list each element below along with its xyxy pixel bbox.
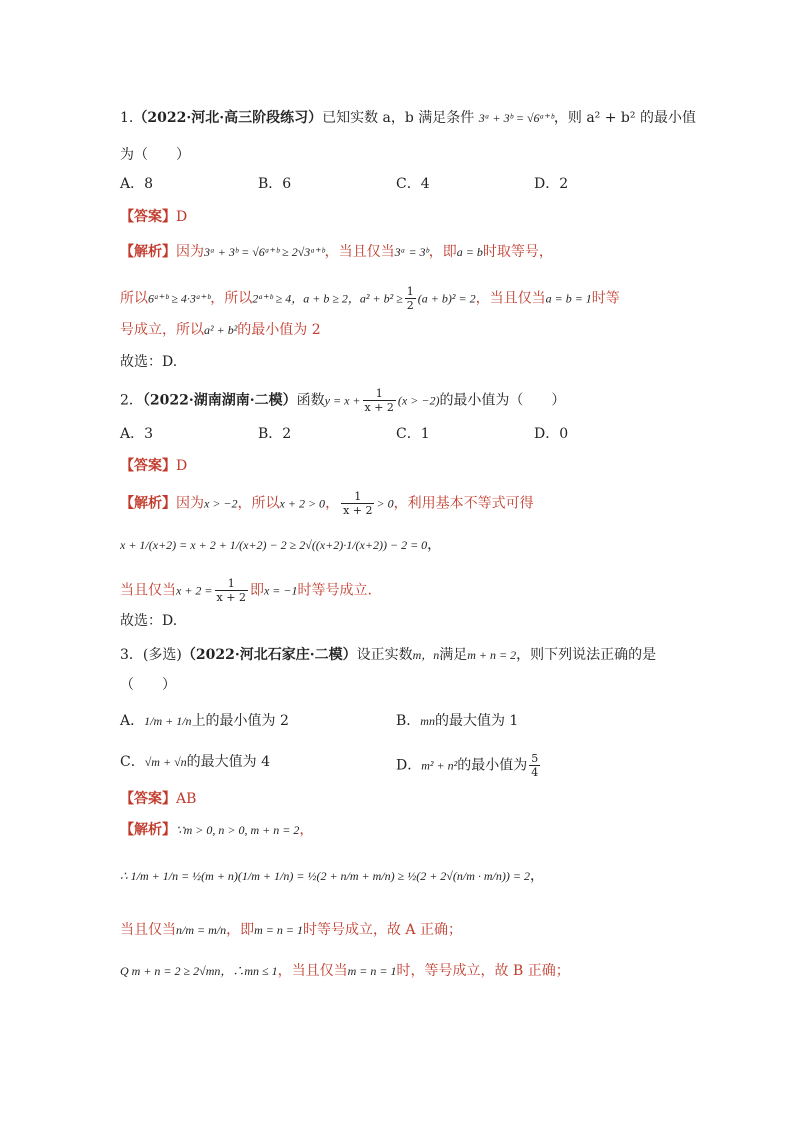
q3-analysis-text: ， — [299, 822, 314, 838]
q1-analysis-math: 2ᵃ⁺ᵇ ≥ 4 — [252, 291, 292, 306]
q3-analysis-text: ， — [529, 868, 544, 884]
q2-option-a: A．3 — [120, 426, 154, 442]
q1-option-c: C．4 — [396, 176, 430, 192]
option-math: √m + √n — [144, 755, 187, 769]
q3-analysis-math: ，∴mn ≤ 1 — [220, 964, 278, 978]
q1-condition: 3ᵃ + 3ᵇ = √6ᵃ⁺ᵇ — [478, 111, 554, 125]
option-text: 的最大值为 1 — [434, 713, 519, 729]
q1-analysis-math: 3ᵃ + 3ᵇ = √6ᵃ⁺ᵇ ≥ 2√3ᵃ⁺ᵇ — [204, 245, 325, 259]
q1-analysis-math: 6ᵃ⁺ᵇ ≥ 4·3ᵃ⁺ᵇ — [148, 291, 211, 306]
q1-analysis-math: ，a + b ≥ 2，a² + b² ≥ — [291, 291, 403, 306]
q2-source: （2022·湖南湖南·二模） — [142, 392, 297, 409]
q3-number: 3． — [120, 647, 143, 663]
q3-analysis-math: m = n = 1 — [347, 964, 397, 978]
q1-analysis-label: 【解析】 — [120, 244, 176, 260]
q2-analysis-text: 时等号成立. — [297, 582, 372, 599]
q3-analysis-text: ，即 — [226, 922, 255, 938]
fraction-denominator: 2 — [406, 299, 414, 312]
q3-analysis-text: 时，等号成立，故 B 正确； — [396, 963, 570, 979]
q1-source: （2022·河北·高三阶段练习） — [133, 110, 323, 126]
q2-analysis-math: x = −1 — [263, 583, 298, 598]
fraction-numerator: 1 — [363, 387, 396, 401]
q2-analysis-line2 — [120, 535, 441, 555]
q2-answer-label: 【答案】 — [120, 458, 176, 474]
q1-analysis-text: 号成立，所以 — [120, 322, 204, 338]
q3-fraction — [529, 752, 540, 779]
q2-answer-value: D — [176, 458, 188, 474]
q3-stem-text: ，则下列说法正确的是 — [516, 647, 657, 663]
q3-analysis-line3 — [120, 920, 462, 940]
fraction-denominator: x + 2 — [364, 401, 394, 414]
q3-option-b — [396, 711, 518, 731]
q2-analysis-text: 当且仅当 — [120, 582, 176, 599]
q1-analysis-text: ，所以 — [210, 290, 253, 307]
q1-analysis-text: 时等 — [591, 290, 620, 307]
q1-stem-line1 — [120, 108, 696, 128]
fraction-denominator: 4 — [531, 766, 539, 779]
q1-analysis-text: 的最小值为 2 — [237, 322, 321, 338]
q2-analysis-math: x + 1/(x+2) = x + 2 + 1/(x+2) − 2 ≥ 2√((x+2)·1/(x+2)) − 2 = 0 — [120, 538, 428, 552]
fraction-numerator: 1 — [215, 577, 248, 591]
q1-option-a: A．8 — [120, 176, 154, 192]
q3-stem-text: 满足 — [439, 647, 468, 663]
q2-analysis-math: x + 2 = — [176, 583, 213, 598]
q2-stem-math: y = x + — [324, 393, 361, 408]
q2-fraction — [215, 577, 248, 604]
option-label: A． — [120, 713, 145, 729]
q3-source: （2022·河北石家庄·二模） — [181, 647, 357, 663]
q2-answer — [120, 456, 187, 476]
q3-analysis-line4 — [120, 961, 570, 981]
q1-stem-line2: 为（ ） — [120, 147, 190, 163]
q2-stem-math: (x > −2) — [397, 393, 440, 408]
option-label: C． — [120, 754, 145, 770]
q2-analysis-math: x > −2 — [204, 496, 238, 511]
q3-analysis-math: n/m = m/n — [176, 923, 227, 937]
q1-option-b: B．6 — [258, 176, 292, 192]
q3-analysis-text: ，当且仅当 — [277, 963, 348, 979]
q3-answer-label: 【答案】 — [120, 791, 176, 807]
q3-stem-math: m + n = 2 — [467, 648, 517, 662]
q3-analysis-text: 时等号成立，故 A 正确； — [302, 922, 462, 938]
q1-analysis-math: a = b — [456, 245, 483, 259]
q1-option-d: D．2 — [534, 176, 569, 192]
q3-answer — [120, 789, 196, 809]
q2-analysis-text: 因为 — [176, 495, 204, 512]
q1-stem-tail: ，则 a² + b² 的最小值 — [553, 110, 696, 126]
q2-analysis-math: x + 2 > 0 — [279, 496, 326, 511]
q3-option-d — [396, 752, 542, 779]
option-text: 的最小值为 — [457, 757, 528, 774]
q2-stem-text: 的最小值为（ ） — [439, 392, 566, 409]
q1-number: 1. — [120, 110, 134, 126]
option-math: mn — [420, 714, 435, 728]
q1-analysis-text: ，当且仅当 — [324, 244, 395, 260]
q3-analysis-math: m = n = 1 — [254, 923, 303, 937]
q1-analysis-math: 3ᵃ = 3ᵇ — [394, 245, 429, 259]
q2-stem — [120, 387, 565, 414]
q1-fraction — [405, 285, 416, 312]
q2-option-d: D．0 — [534, 426, 569, 442]
q2-analysis-text: 即 — [249, 582, 264, 599]
q2-analysis-line1 — [120, 490, 534, 517]
q1-analysis-text: ，即 — [428, 244, 457, 260]
option-text: 的最大值为 4 — [186, 754, 271, 770]
q1-analysis-math: a = b = 1 — [545, 291, 592, 306]
q3-stem-text: 设正实数 — [356, 647, 413, 663]
q2-analysis-text: ， — [427, 537, 442, 553]
q1-answer-label: 【答案】 — [120, 209, 176, 225]
option-label: B． — [396, 713, 421, 729]
q3-tag: (多选) — [142, 647, 182, 663]
q1-analysis-math: (a + b)² = 2 — [417, 291, 476, 306]
q3-analysis-text: 当且仅当 — [120, 922, 176, 938]
q3-analysis-line2 — [120, 866, 544, 886]
fraction-numerator: 5 — [531, 752, 539, 765]
q2-conclusion: 故选：D. — [120, 613, 178, 629]
fraction-denominator: x + 2 — [343, 504, 373, 517]
q3-analysis-math: Q m + n = 2 ≥ 2√mn — [120, 964, 221, 978]
q1-stem: 已知实数 a，b 满足条件 — [322, 110, 475, 126]
q2-analysis-text: ， — [325, 495, 340, 512]
q1-answer-value: D — [176, 209, 188, 225]
q1-analysis-text: ，当且仅当 — [475, 290, 546, 307]
q2-stem-text: 函数 — [296, 392, 325, 409]
q3-answer-value: AB — [176, 791, 197, 807]
option-label: D． — [396, 757, 422, 774]
q2-option-c: C．1 — [396, 426, 430, 442]
q3-stem-line2: （ ） — [120, 677, 176, 693]
q2-analysis-label: 【解析】 — [120, 495, 176, 512]
q2-fraction — [341, 490, 374, 517]
q3-analysis-math: ∴ 1/m + 1/n = ½(m + n)(1/m + 1/n) = ½(2 + n/m + m/n) ≥ ½(2 + 2√(n/m · m/n)) = 2 — [120, 869, 530, 883]
fraction-numerator: 1 — [341, 490, 374, 504]
option-math: m² + n² — [421, 758, 458, 773]
q3-option-a — [120, 711, 289, 731]
q1-answer — [120, 207, 187, 227]
q3-stem-math: m，n — [412, 648, 440, 662]
q2-option-b: B．2 — [258, 426, 292, 442]
q1-analysis-text: 因为 — [176, 244, 204, 260]
q2-analysis-text: ，所以 — [237, 495, 280, 512]
q2-analysis-text: ，利用基本不等式可得 — [393, 495, 534, 512]
q3-analysis-label: 【解析】 — [120, 822, 176, 838]
q3-analysis-math: ∵m > 0, n > 0, m + n = 2 — [176, 823, 300, 837]
q2-analysis-math: > 0 — [376, 496, 394, 511]
q2-number: 2． — [120, 392, 143, 409]
option-text: 上的最小值为 2 — [191, 713, 289, 729]
q1-analysis-line1 — [120, 242, 553, 262]
q1-analysis-math: a² + b² — [204, 323, 238, 337]
fraction-denominator: x + 2 — [216, 591, 246, 604]
option-math: 1/m + 1/n — [144, 714, 192, 728]
fraction-numerator: 1 — [406, 285, 414, 298]
q1-analysis-line2 — [120, 285, 620, 312]
q1-conclusion: 故选：D. — [120, 354, 178, 370]
q3-option-c — [120, 752, 270, 772]
q1-analysis-line3 — [120, 320, 321, 340]
q3-analysis-line1 — [120, 820, 313, 840]
q1-analysis-text: 所以 — [120, 290, 148, 307]
q2-fraction — [363, 387, 396, 414]
q1-analysis-text: 时取等号， — [482, 244, 553, 260]
q3-stem-line1 — [120, 645, 656, 665]
q2-analysis-line3 — [120, 577, 372, 604]
